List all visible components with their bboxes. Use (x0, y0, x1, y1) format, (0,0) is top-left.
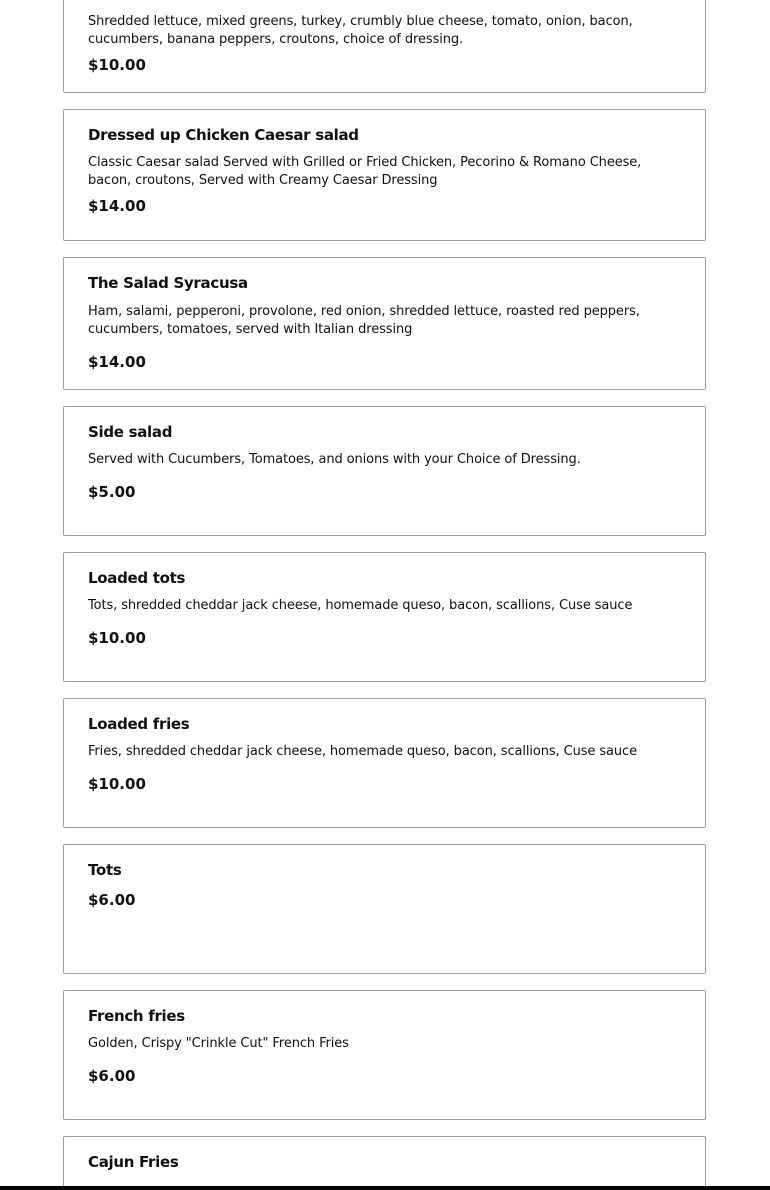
menu-item-price: $6.00 (88, 1067, 136, 1085)
menu-item-card-salad-partial[interactable] (63, 0, 706, 93)
menu-item-price: $10.00 (88, 56, 146, 74)
menu-item-card-chicken-caesar[interactable] (63, 109, 706, 241)
menu-item-name: French fries (88, 1007, 185, 1025)
menu-item-description: Tots, shredded cheddar jack cheese, homemade queso, bacon, scallions, Cuse sauce (88, 598, 633, 613)
bottom-edge-bar (0, 1186, 770, 1190)
menu-item-card-loaded-tots[interactable] (63, 552, 706, 682)
menu-item-name: Cajun Fries (88, 1153, 179, 1171)
menu-item-card-tots[interactable] (63, 844, 706, 974)
menu-item-card-side-salad[interactable] (63, 406, 706, 536)
menu-item-name: Loaded fries (88, 715, 190, 733)
menu-item-name: Side salad (88, 423, 173, 441)
menu-item-price: $14.00 (88, 353, 146, 371)
menu-item-name: Dressed up Chicken Caesar salad (88, 126, 359, 144)
menu-item-description: Shredded lettuce, mixed greens, turkey, crumbly blue cheese, tomato, onion, bacon, cucumbers, banana peppers, croutons, choice of dressing. (88, 14, 633, 47)
menu-item-price: $10.00 (88, 775, 146, 793)
menu-item-card-loaded-fries[interactable] (63, 698, 706, 828)
menu-item-name: The Salad Syracusa (88, 274, 248, 292)
menu-item-name: Loaded tots (88, 569, 186, 587)
menu-item-price: $6.00 (88, 891, 136, 909)
menu-item-card-french-fries[interactable] (63, 990, 706, 1120)
menu-item-card-salad-syracusa[interactable] (63, 257, 706, 390)
menu-item-description: Fries, shredded cheddar jack cheese, homemade queso, bacon, scallions, Cuse sauce (88, 744, 637, 759)
menu-item-price: $14.00 (88, 197, 146, 215)
menu-item-description: Golden, Crispy "Crinkle Cut" French Fries (88, 1036, 349, 1051)
menu-item-price: $5.00 (88, 483, 136, 501)
menu-item-name: Tots (88, 861, 122, 879)
menu-item-description: Ham, salami, pepperoni, provolone, red onion, shredded lettuce, roasted red peppers, cucumbers, tomatoes, served with Italian dressing (88, 304, 640, 337)
menu-item-card-cajun-fries[interactable] (63, 1136, 706, 1190)
menu-item-description: Classic Caesar salad Served with Grilled or Fried Chicken, Pecorino & Romano Cheese, bacon, croutons, Served with Creamy Caesar Dressing (88, 155, 642, 188)
menu-item-description: Served with Cucumbers, Tomatoes, and onions with your Choice of Dressing. (88, 452, 581, 467)
menu-item-price: $10.00 (88, 629, 146, 647)
